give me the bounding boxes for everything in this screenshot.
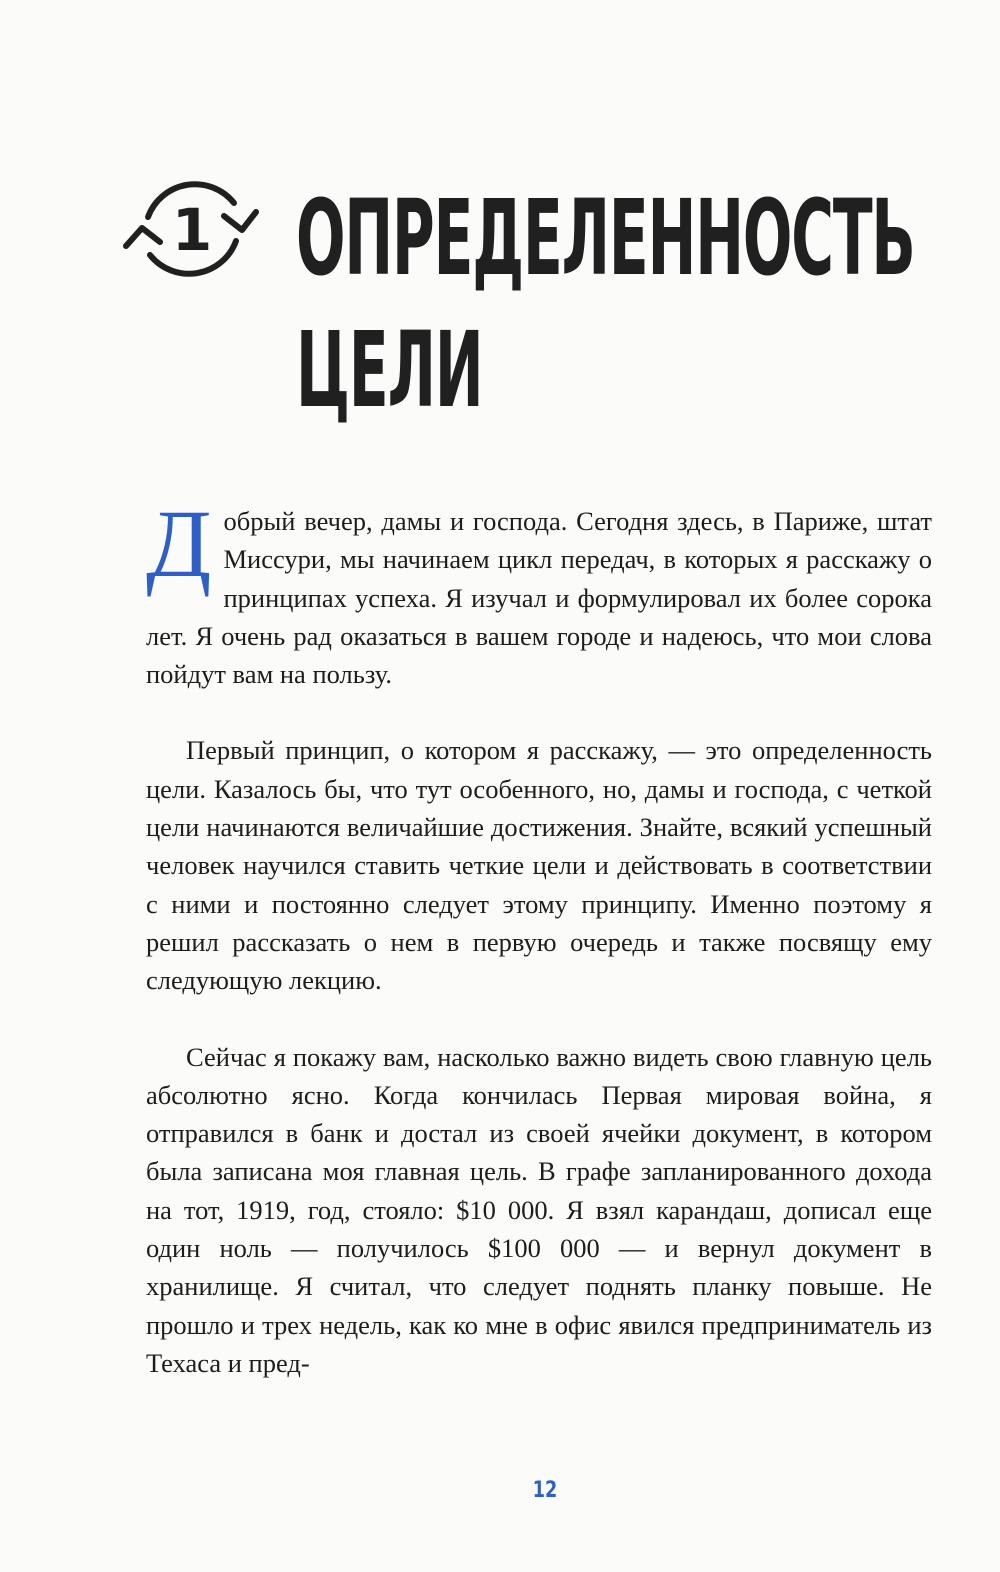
paragraph-1-text: обрый вечер, дамы и господа. Сегодня здесь, в Париже, штат Миссури, мы начинаем цикл передач, в которых я расскажу о принципах успеха. Я изучал и формулировал их более сорока лет. Я очень рад оказаться в вашем городе и надеюсь, что мои слова пойдут вам на пользу. [146, 506, 932, 690]
drop-cap: Д [146, 490, 212, 597]
chapter-title [296, 172, 915, 436]
chapter-number: 1 [171, 196, 213, 264]
chapter-body [146, 490, 932, 1382]
paragraph-1 [146, 490, 932, 693]
paragraph-2: Первый принцип, о котором я расскажу, — это определенность цели. Казалось бы, что тут особенного, но, дамы и господа, с четкой цели начинаются величайшие достижения. Знайте, всякий успешный человек научился ставить четкие цели и действовать в соответствии с ними и постоянно следует этому принципу. Именно поэтому я решил рассказать о нем в первую очередь и также посвящу ему следующую лекцию. [146, 735, 932, 996]
chapter-title-line-2: ЦЕЛИ [296, 309, 483, 431]
page-number: 12 [532, 1478, 558, 1503]
chapter-cycle-icon [118, 170, 266, 288]
paragraph-3: Сейчас я покажу вам, насколько важно видеть свою главную цель абсолютно ясно. Когда кончилась Первая мировая война, я отправился в банк и достал из своей ячейки документ, в котором была записана моя главная цель. В графе запланированного дохода на тот, 1919, год, стояло: $10 000. Я взял карандаш, дописал еще один ноль — получилось $100 000 — и вернул документ в хранилище. Я считал, что следует поднять планку повыше. Не прошло и трех недель, как ко мне в офис явился предприниматель из Техаса и пред- [146, 1041, 932, 1378]
chapter-title-line-1: ОПРЕДЕЛЕННОСТЬ [296, 177, 915, 299]
